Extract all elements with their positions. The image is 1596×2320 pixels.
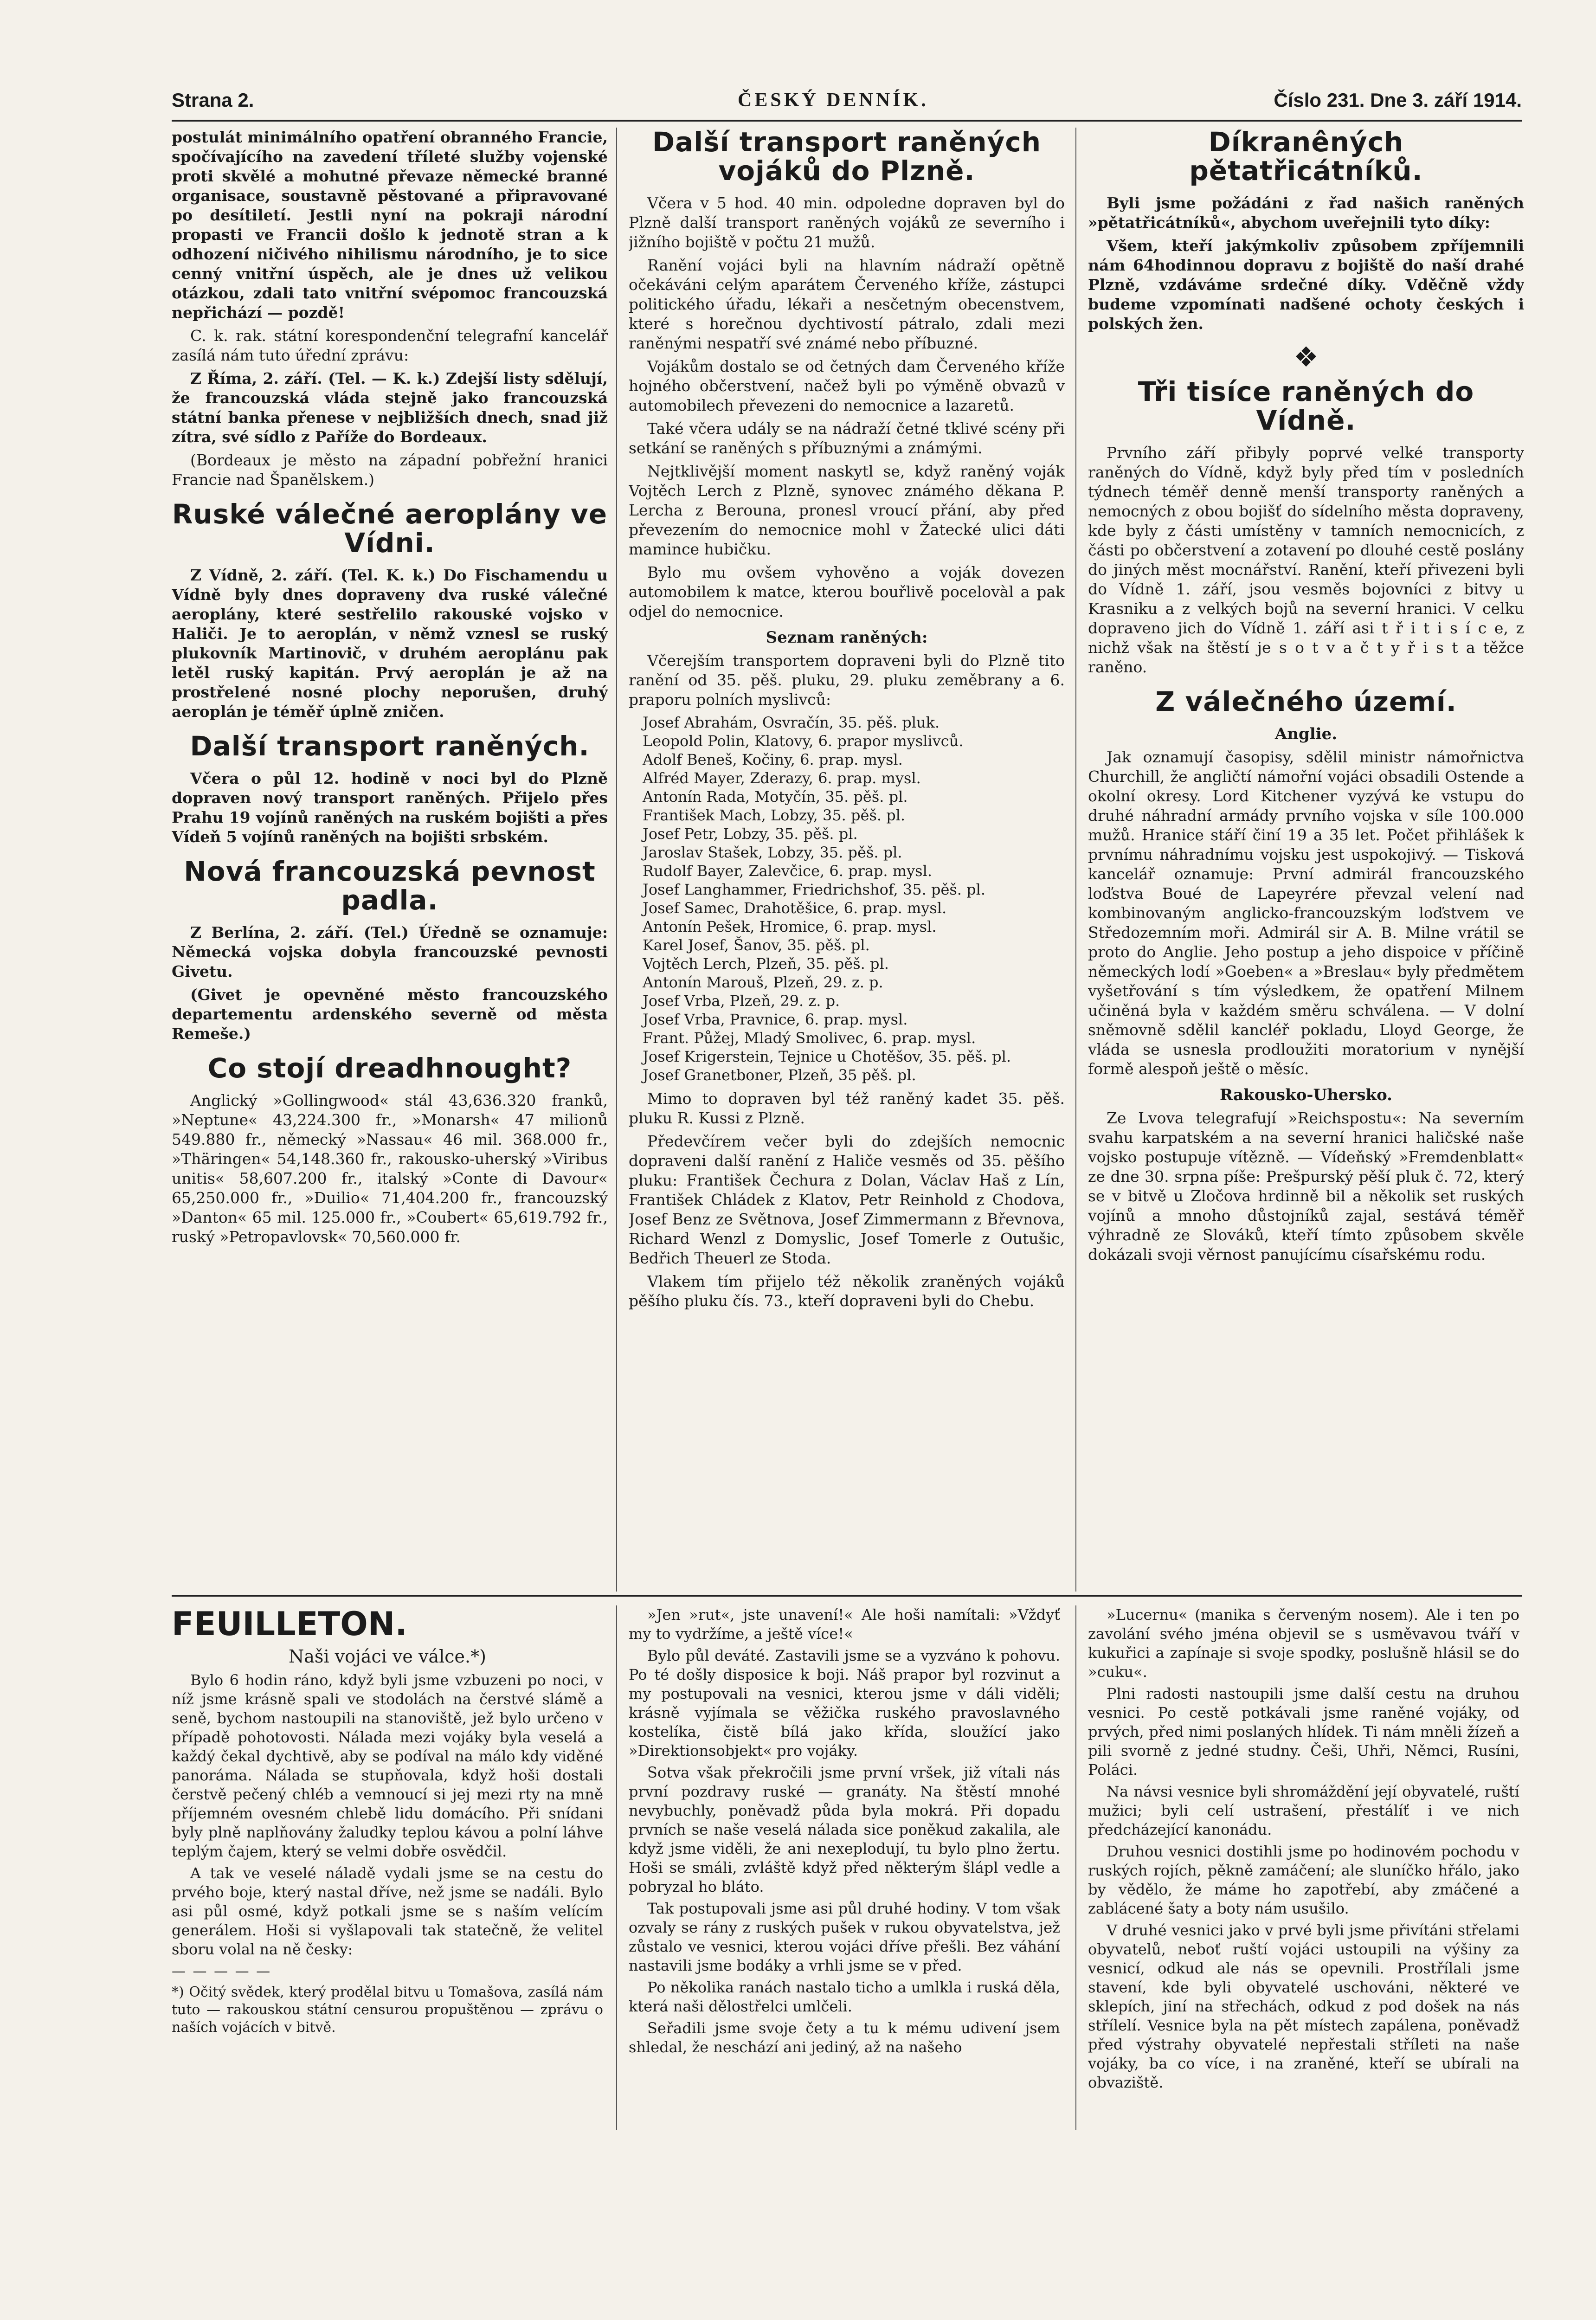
headline: Další transport raněných vojáků do Plzně. (652, 128, 1042, 187)
article-text: Včera v 5 hod. 40 min. odpoledne dopraven byl do Plzně další transport raněných vojáků ze severního i jižního bojiště v počtu 21 mužů. (629, 194, 1065, 251)
article-text: (Givet je opevněné město francouzského departementu ardenského severně od města Remeše.) (172, 986, 608, 1043)
page-number: Strana 2. (172, 89, 254, 111)
masthead-title: ČESKÝ DENNÍK. (738, 90, 929, 111)
column-3 (1088, 128, 1524, 1594)
headline: Další transport raněných. (190, 730, 590, 762)
article-text: A tak ve veselé náladě vydali jsme se na cestu do prvého boje, který nastal dříve, než jsme se nadáli. Bylo asi půl osmé, když potkali jsme se s naším velícím generálem. Hoši si vyšlapovali tak statečně, že velitel sboru volal na ně česky: (172, 1864, 603, 1958)
feuilleton-column-2 (629, 1605, 1060, 2060)
article-text: V druhé vesnici jako v prvé byli jsme přivítáni střelami obyvatelů, neboť ruští vojáci ustoupili na výšiny za vesnicí, odkud ale nás se opevnili. Prostřílali jsme stavení, kde byli obyvatelé uschováni, některé ve sklepích, jiní na střechách, odkud z pod došek na nás střílelí. Vesnice byla na pět místech zapálena, poněvadž před výstrahy obyvatelé nepřestali stříleti na naše vojáky, ba co více, i na zraněné, kteří se ubírali na obvaziště. (1088, 1921, 1519, 2091)
list-item: Alfréd Mayer, Zderazy, 6. prap. mysl. (643, 769, 921, 787)
column-divider (1075, 1605, 1076, 2130)
article-text: Předevčírem večer byli do zdejších nemocnic dopraveni další ranění z Haliče vesměs od 35. pěšího pluku: František Čechura z Dolan, Václav Haš z Lín, František Chládek z Klatov, Petr Reinhold z Chodova, Josef Benz ze Světnova, Josef Zimmermann z Břevnova, Richard Wenzl z Domyslic, Josef Tomerle z Outušic, Bedřich Theuerl ze Stoda. (629, 1132, 1065, 1267)
column-divider (1075, 128, 1076, 1592)
section-divider (172, 1595, 1522, 1597)
list-item: Josef Vrba, Pravnice, 6. prap. mysl. (643, 1011, 908, 1028)
article-text: Druhou vesnici dostihli jsme po hodinovém pochodu v ruských rojích, pěkně zamáčení; ale sluníčko hřálo, jako by vědělo, že máme ho zapotřebí, aby zmáčené a zablácené šaty a boty nám usušilo. (1088, 1843, 1519, 1917)
list-item: František Mach, Lobzy, 35. pěš. pl. (643, 806, 906, 824)
list-item: Josef Vrba, Plzeň, 29. z. p. (643, 992, 840, 1010)
headline: Co stojí dreadhnought? (207, 1052, 572, 1084)
article-text: Včera o půl 12. hodině v noci byl do Plzně dopraven nový transport raněných. Přijelo přes Prahu 19 vojínů raněných na ruském bojišti a přes Vídeň 5 vojínů raněných na bojišti srbském. (172, 769, 608, 846)
article-text: Na návsi vesnice byli shromáždění její obyvatelé, ruští mužici; byli celí ustrašení, přestálíť i ve nich předcházející kanonádu. (1088, 1783, 1519, 1838)
article-text: Bylo 6 hodin ráno, když byli jsme vzbuzeni po noci, v níž jsme krásně spali ve stodolách na čerstvé slámě a seně, bychom nastoupili na stanoviště, jež bylo určeno v případě pohotovosti. Nálada mezi vojáky byla veselá a každý čekal dychtivě, aby se podíval na málo kdy viděné panoráma. Nálada se stupňovala, když hoši dostali čerstvě pečený chléb a vemnoucí si jej mezi rty na mně příjemném ovesném chlebě lidu domácího. Při snídani byly plně naplňovány žaludky teplou kávou a polní láhve teplým čajem, který se velmi dobře osvědčil. (172, 1671, 603, 1860)
footnote: *) Očitý svědek, který prodělal bitvu u Tomašova, zasílá nám tuto — rakouskou státní censurou propuštěnou — zprávu o naších vojácích v bitvě. (172, 1984, 603, 2036)
article-text: »Jen »rut«, jste unavení!« Ale hoši namítali: »Vždyť my to vydržíme, a ještě více!« (629, 1606, 1060, 1643)
article-text: Nejtklivější moment naskytl se, když raněný voják Vojtěch Lerch z Plzně, synovec známého děkana P. Lercha z Berouna, pronesl vroucí přání, aby před převezením do nemocnice mohl v Žatecké ulici dáti mamince hubičku. (629, 462, 1065, 558)
feuilleton-column-3 (1088, 1605, 1519, 2095)
list-item: Vojtěch Lerch, Plzeň, 35. pěš. pl. (643, 955, 889, 973)
article-text: Tak postupovali jsme asi půl druhé hodiny. V tom však ozvaly se rány z ruských pušek v rukou obyvatelstva, jež zůstalo ve vesnici, kterou vojáci dříve přešli. Bez váhání nastavili jsme bodáky a vrhli jsme se v před. (629, 1900, 1060, 1974)
list-item: Josef Samec, Drahotěšice, 6. prap. mysl. (643, 899, 947, 917)
article-text: Včerejším transportem dopraveni byli do Plzně tito ranění od 35. pěš. pluku, 29. pluku zeměbrany a 6. praporu polních myslivců: (629, 651, 1065, 709)
ornament-icon: ❖ (1294, 341, 1319, 374)
column-divider (616, 128, 617, 1592)
page-header (172, 87, 1522, 122)
article-text: Ze Lvova telegrafují »Reichspostu«: Na severním svahu karpatském a na severní hranici haličské naše vojsko postupuje vítězně. — Vídeňský »Fremdenblatt« ze dne 30. srpna píše: Prešpurský pěší pluk č. 72, který se v bitvě u Zločova hrdinně bil a několik set ruských vojínů a mnoho důstojníků zajal, sestává téměř výhradně ze Slováků, kteří tímto způsobem skvěle dokázali svoji věrnost panujícímu císařskému rodu. (1088, 1109, 1524, 1263)
article-text: postulát minimálního opatření obranného Francie, spočívajícího na zavedení tříleté služby vojenské proti skvělé a mohutné převaze německé branné organisace, soustavně pěstované a připravované po desítiletí. Jestli nyní na pokraji národní propasti ve Francii došlo k jednotě stran a k odhození ničivého nihilismu národního, je to sice cenný vnitřní úspěch, ale je dnes už velikou otázkou, zdali tato vnitřní svépomoc francouzská nepřichází — pozdě! (172, 128, 608, 322)
headline: Ruské válečné aeroplány ve Vídni. (172, 498, 608, 559)
casualty-list (629, 713, 1065, 1084)
list-item: Frant. Půžej, Mladý Smolivec, 6. prap. mysl. (643, 1029, 976, 1047)
article-text: Seřadili jsme svoje čety a tu k mému udivení jsem shledal, že neschází ani jediný, až na našeho (629, 2019, 1060, 2056)
headline: Díkranêných pětatřicátníků. (1189, 128, 1423, 187)
article-text: (Bordeaux je město na západní pobřežní hranici Francie nad Španělskem.) (172, 451, 608, 489)
article-text: Bylo půl deváté. Zastavili jsme se a vyzváno k pohovu. Po té došly disposice k boji. Náš prapor byl rozvinut a my postupovali na vesnici, kterou jsme v dáli viděli; krásně vyjímala se věžička ruského pravoslavného kostelíka, čistě bílá jako křída, sloužící jako »Direktionsobjekt« pro vojáky. (629, 1647, 1060, 1759)
list-item: Leopold Polin, Klatovy, 6. prapor myslivců. (643, 732, 964, 750)
article-text: Byli jsme požádáni z řad našich raněných »pětatřicátníků«, abychom uveřejnili tyto díky: (1088, 194, 1524, 232)
article-text: Také včera udály se na nádraží četné tklivé scény při setkání se raněných s příbuznými a známými. (629, 419, 1065, 457)
list-item: Karel Josef, Šanov, 35. pěš. pl. (643, 936, 870, 954)
list-item: Josef Krigerstein, Tejnice u Chotěšov, 35. pěš. pl. (643, 1048, 1011, 1065)
column-1 (172, 128, 608, 1594)
list-item: Rudolf Bayer, Zalevčice, 6. prap. mysl. (643, 862, 932, 880)
article-text: »Lucernu« (manika s červeným nosem). Ale i ten po zavolání svého jména objevil se s usměvavou tváří v kukuřici a zapínaje si svoje spodky, poslušně hlásil se do »cuku«. (1088, 1606, 1519, 1681)
article-text: Mimo to dopraven byl též raněný kadet 35. pěš. pluku R. Kussi z Plzně. (629, 1089, 1065, 1127)
article-text: Sotva však překročili jsme první vršek, již vítali nás první pozdravy ruské — granáty. Na štěstí mnohé nevybuchly, poněvadž půda byla mokrá. Při dopadu prvních se naše veselá nálada sice poněkud zakalila, ale když jsme viděli, že ani nexeplodují, tu bylo plno žertu. Hoši se smáli, zvláště když před některým šlápl vedle a pobryzal ho bláto. (629, 1764, 1060, 1895)
list-item: Antonín Pešek, Hromice, 6. prap. mysl. (643, 918, 937, 935)
list-item: Antonín Marouš, Plzeň, 29. z. p. (643, 973, 883, 991)
article-text: Z Vídně, 2. září. (Tel. K. k.) Do Fischamendu u Vídně byly dnes dopraveny dva ruské válečné aeroplány, které sestřelilo rakouské vojsko v Haliči. Je to aeroplán, v němž vznesl se ruský plukovník Martinovič, v druhém aeroplánu pak letěl ruský kapitán. Prvý aeroplán je až na prostřelené nosné plochy neporušen, druhý aeroplán je téměř úplně zničen. (172, 566, 608, 721)
list-item: Antonín Rada, Motyčín, 35. pěš. pl. (643, 788, 908, 806)
headline: Nová francouzská pevnost padla. (184, 856, 596, 916)
subheading: Anglie. (1274, 725, 1338, 743)
list-item: Josef Abrahám, Osvračín, 35. pěš. pluk. (643, 714, 940, 731)
feuilleton-subtitle: Naši vojáci ve válce.*) (289, 1646, 486, 1667)
list-item: Josef Granetboner, Plzeň, 35 pěš. pl. (643, 1066, 916, 1084)
article-text: Prvního září přibyly poprvé velké transporty raněných do Vídně, když byly před tím v posledních týdnech téměř denně menší transporty raněných a nemocných z obou bojišť do sídelního města dopraveny, kde byly z části umístěny v tamních nemocnicích, z části po občerstvení a zotavení po dlouhé cestě poslány do jiných měst mocnářství. Ranění, kteří přivezeni byli do Vídně 1. září, jsou vesměs bojovníci z bitvy u Krasniku a z velkých bojů na severní hranici. V celku dopraveno jich do Vídně 1. září asi t ř i t i s í c e, z nichž však na štěstí je s o t v a č t y ř i s t a těžce raněno. (1088, 444, 1524, 676)
feuilleton-column-1 (172, 1605, 603, 2036)
list-item: Josef Langhammer, Friedrichshof, 35. pěš. pl. (643, 881, 986, 898)
article-text: Bylo mu ovšem vyhověno a voják dovezen automobilem k matce, kterou bouřlivě pocelovàl a pak odjel do nemocnice. (629, 563, 1065, 620)
headline: Z válečného území. (1155, 686, 1457, 717)
article-text: C. k. rak. státní korespondenční telegrafní kancelář zasílá nám tuto úřední zprávu: (172, 327, 608, 364)
separator: — — — — — (172, 1963, 272, 1979)
article-text: Z Berlína, 2. září. (Tel.) Úředně se oznamuje: Německá vojska dobyla francouzské pevnosti Givetu. (172, 923, 608, 980)
issue-date: Číslo 231. Dne 3. září 1914. (1274, 89, 1522, 111)
list-item: Jaroslav Stašek, Lobzy, 35. pěš. pl. (643, 844, 902, 861)
article-text: Ranění vojáci byli na hlavním nádraží opětně očekáváni celým aparátem Červeného kříže, zástupci politického úřadu, lékaři a nesčetným obecenstvem, které s horečnou dychtivostí pátralo, zdali mezi raněnými nespatří své známé nebo příbuzné. (629, 256, 1065, 352)
article-text: Všem, kteří jakýmkoliv způsobem zpříjemnili nám 64hodinnou dopravu z bojiště do naší drahé Plzně, vzdáváme srdečné díky. Vděčně vždy budeme vzpomínati nadšené ochoty českých i polských žen. (1088, 237, 1524, 333)
list-item: Josef Petr, Lobzy, 35. pěš. pl. (643, 825, 858, 843)
column-2 (629, 128, 1065, 1594)
article-text: Plni radosti nastoupili jsme další cestu na druhou vesnici. Po cestě potkávali jsme raněné vojáky, od prvých, před nimi poslaných hlídek. Ti nám mněli žízeň a pili svorně z jedné studny. Češi, Uhři, Němci, Rusíni, Poláci. (1088, 1685, 1519, 1779)
article-text: Vojákům dostalo se od četných dam Červeného kříže hojného občerstvení, načež byli po výměně obvazů v automobilech převezeni do nemocnice a lazaretů. (629, 357, 1065, 414)
subheading: Seznam raněných: (766, 628, 928, 647)
article-text: Z Říma, 2. září. (Tel. — K. k.) Zdejší listy sdělují, že francouzská vláda stejně jako francouzská státní banka přenese v nejbližších dnech, snad již zítra, své sídlo z Paříže do Bordeaux. (172, 369, 608, 446)
article-text: Jak oznamují časopisy, sdělil ministr námořnictva Churchill, že angličtí námořní vojáci obsadili Ostende a okolní okresy. Lord Kitchener vyzývá ke vstupu do druhé náhradní armády prvního vojska v síle 100.000 mužů. Hranice stáří činí 19 a 35 let. Počet přihlášek k prvnímu náhradnímu vojsku jest uspokojivý. — Tisková kancelář oznamuje: První admirál francouzského loďstva Boué de Lapeyrére převzal velení nad kombinovaným anglicko-francouzským loďstvem ve Středozemním moři. Admirál sir A. B. Milne vrátil se proto do Anglie. Jeho postup a jeho dispoice v příčině německých lodí »Goeben« a »Breslau« byly předmětem vyšetřování s tím výsledkem, že opatření Milnem učiněná byla v každém směru schválena. — V dolní sněmovně sdělil kancléř pokladu, Lloyd George, že vláda se usnesla prodloužiti moratorium v nynější formě alespoň ještě o měsíc. (1088, 748, 1524, 1078)
article-text: Vlakem tím přijelo též několik zraněných vojáků pěšího pluku čís. 73., kteří dopraveni byli do Chebu. (629, 1272, 1065, 1310)
column-divider (616, 1605, 617, 2130)
list-item: Adolf Beneš, Kočiny, 6. prap. mysl. (643, 751, 903, 768)
subheading: Rakousko-Uhersko. (1219, 1086, 1393, 1104)
article-text: Po několika ranách nastalo ticho a umlkla i ruská děla, která naši dělostřelci umlčeli. (629, 1978, 1060, 2015)
article-text: Anglický »Gollingwood« stál 43,636.320 franků, »Neptune« 43,224.300 fr., »Monarsh« 47 milionů 549.880 fr., německý »Nassau« 46 mil. 368.000 fr., »Thäringen« 54,148.360 fr., rakousko-uherský »Viribus unitis« 58,607.200 fr., italský »Conte di Davour« 65,250.000 fr., »Duilio« 71,404.200 fr., francouzský »Danton« 65 mil. 125.000 fr., »Coubert« 65,619.792 fr., ruský »Petropavlovsk« 70,560.000 fr. (172, 1091, 608, 1246)
feuilleton-title: FEUILLETON. (172, 1605, 407, 1643)
headline: Tři tisíce raněných do Vídně. (1138, 376, 1474, 436)
